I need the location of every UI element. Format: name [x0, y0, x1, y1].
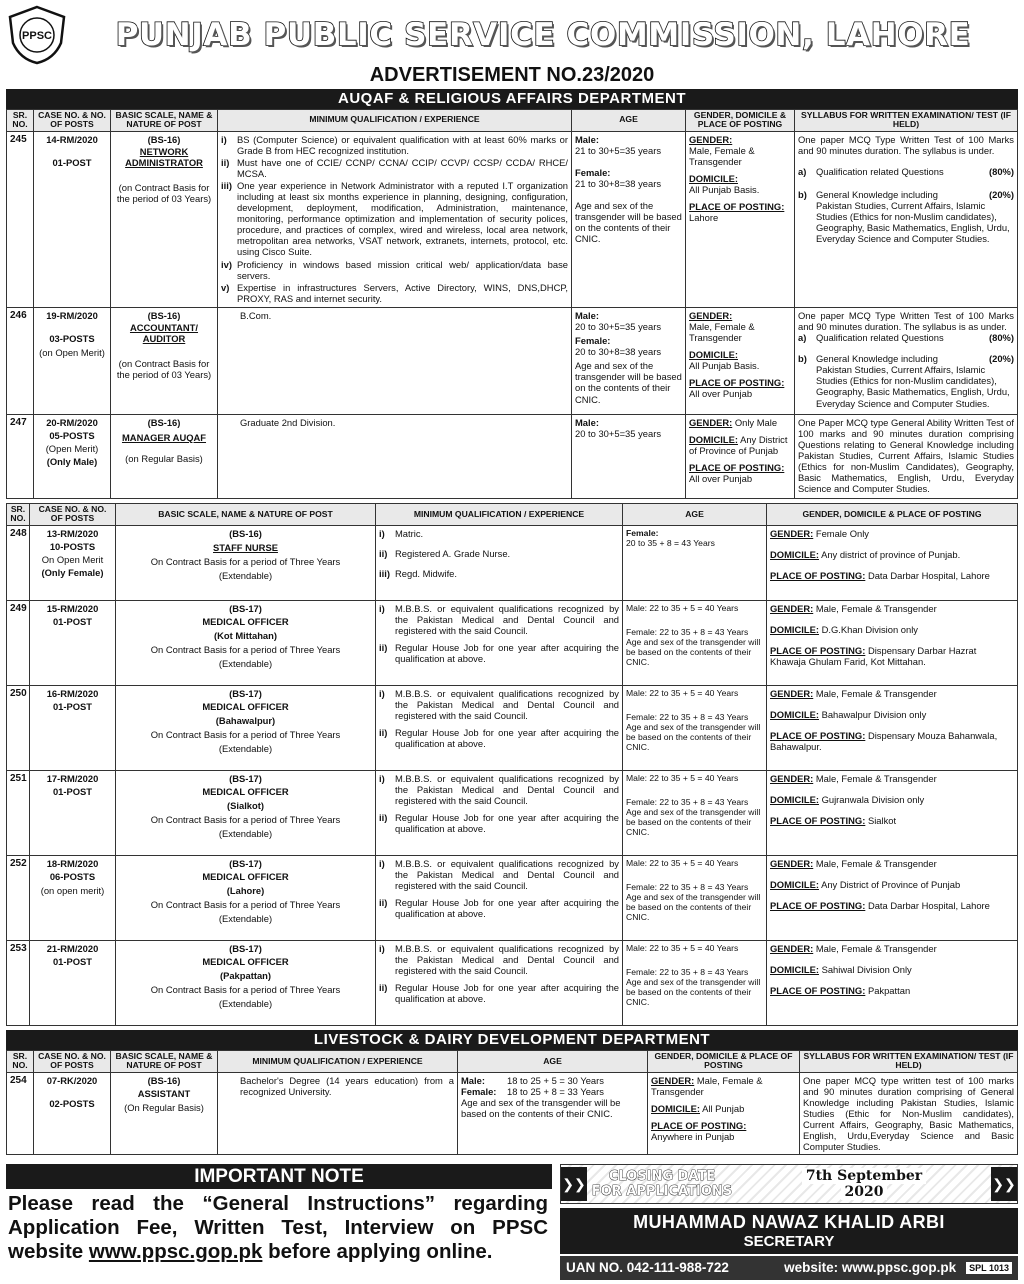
row-gender: GENDER: Male, Female & Transgender DOMICILE: D.G.Khan Division only PLACE OF POSTING: Dispensary Darbar Hazrat Khawaja Ghulam Farid, Kot Mittahan.: [767, 600, 1018, 685]
closing-date-label: CLOSING DATE FOR APPLICATIONS: [591, 1169, 733, 1199]
chevron-arrows-icon: ❯❯: [561, 1167, 587, 1201]
row-age: Male: 22 to 35 + 5 = 40 Years Female: 22 to 35 + 8 = 43 Years Age and sex of the transgender will be based on the contents of their CNIC.: [623, 685, 767, 770]
row-case: [34, 131, 111, 307]
col-sr: SR. NO.: [7, 1050, 34, 1072]
col-post: BASIC SCALE, NAME & NATURE OF POST: [111, 109, 218, 131]
header: [6, 4, 1018, 66]
row-age: Male: 22 to 35 + 5 = 40 Years Female: 22 to 35 + 8 = 43 Years Age and sex of the transgender will be based on the contents of their CNIC.: [623, 940, 767, 1025]
row-syllabus: One Paper MCQ type General Ability Written Test of 100 marks and 90 minutes duration comprising Questions relating to General Knowledge including Pakistan Studies, Current Affairs, Islamic Studies (Ethics for non-Muslim Candidates), Geography, Basic Mathematics, English, Urdu, Everyday Science and Computer Studies.: [795, 414, 1018, 498]
table-row: [7, 1072, 1018, 1155]
qualification-item: v) Expertise in infrastructures Servers, Active Directory, WINS, DNS,DHCP, PROXY, RAS and internet security.: [221, 281, 568, 304]
row-qualification: i) M.B.B.S. or equivalent qualifications recognized by the Pakistan Medical and Dental Council and registered with the said Council. ii) Regular House Job for one year after acquiring the qualification at above.: [376, 940, 623, 1025]
col-case: CASE NO. & NO. OF POSTS: [34, 109, 111, 131]
row-gender: GENDER: Female Only DOMICILE: Any district of province of Punjab. PLACE OF POSTING: Data Darbar Hospital, Lahore: [767, 525, 1018, 600]
advertisement-number: ADVERTISEMENT NO.23/2020: [369, 64, 655, 86]
table-row: [7, 770, 1018, 855]
row-age: Female: 20 to 35 + 8 = 43 Years: [623, 525, 767, 600]
table-row: [7, 414, 1018, 498]
table-row: [7, 525, 1018, 600]
row-qualification: i) M.B.B.S. or equivalent qualifications recognized by the Pakistan Medical and Dental Council and registered with the said Council. ii) Regular House Job for one year after acquiring the qualification at above.: [376, 600, 623, 685]
post-nature: (on Contract Basis for the period of 03 Years): [116, 181, 212, 204]
table-row: [7, 940, 1018, 1025]
row-post: [111, 131, 218, 307]
auqaf-table: [6, 109, 1018, 499]
table-row: [7, 685, 1018, 770]
qualification-item: iii) One year experience in Network Administrator with a reputed I.T organization including at least six months experience in planning, designing, configuration, development, deployment, modification, Administration, maintenance, monitoring, performance optimization and implementation of security polices, procedure, and practices of complex, wired and wireless, local area network, metropolitan area networks, VSAT network, extranets, internets, protocol, etc. using Cisco Suite.: [221, 179, 568, 258]
uan-number: UAN NO. 042-111-988-722: [566, 1259, 729, 1275]
qualification-item: i) BS (Computer Science) or equivalent qualification with at least 60% marks or Grade B from HEC recognized institution.: [221, 133, 568, 156]
col-syllabus: SYLLABUS FOR WRITTEN EXAMINATION/ TEST (IF HELD): [795, 109, 1018, 131]
row-age: Male: 22 to 35 + 5 = 40 Years Female: 22 to 35 + 8 = 43 Years Age and sex of the transgender will be based on the contents of their CNIC.: [623, 770, 767, 855]
row-age: Male: 18 to 25 + 5 = 30 Years Female: 18 to 25 + 8 = 33 Years Age and sex of the transgender will be based on the contents of their CNIC.: [458, 1072, 648, 1155]
website-link[interactable]: www.ppsc.gop.pk: [88, 1240, 263, 1263]
col-gender: GENDER, DOMICILE & PLACE OF POSTING: [767, 503, 1018, 525]
spl-code: SPL 1013: [966, 1262, 1012, 1275]
row-sr: 253: [7, 940, 30, 1025]
row-post: (BS-16) STAFF NURSE On Contract Basis for a period of Three Years (Extendable): [116, 525, 376, 600]
secretary-block: [560, 1208, 1018, 1254]
row-gender: GENDER: Male, Female & Transgender DOMICILE: All Punjab Basis. PLACE OF POSTING: Lahore: [686, 131, 795, 307]
row-case: 07-RK/2020 02-POSTS: [34, 1072, 111, 1155]
post-count: 01-POST: [52, 156, 92, 168]
row-gender: GENDER: Male, Female & Transgender DOMICILE: Sahiwal Division Only PLACE OF POSTING: Pakpattan: [767, 940, 1018, 1025]
closing-date-value: 7th September 2020: [737, 1168, 991, 1200]
row-gender: GENDER: Male, Female & Transgender DOMICILE: Any District of Province of Punjab PLACE OF POSTING: Data Darbar Hospital, Lahore: [767, 855, 1018, 940]
row-sr: 252: [7, 855, 30, 940]
medical-officer-rows: [7, 600, 1018, 1025]
qualification-item: ii) Must have one of CCIE/ CCNP/ CCNA/ CCIP/ CCVP/ CCSP/ CCDA/ RHCE/ MCSA.: [221, 156, 568, 179]
row-case: 18-RM/2020 06-POSTS (on open merit): [30, 855, 116, 940]
important-note-title: IMPORTANT NOTE: [6, 1164, 552, 1189]
row-case: 16-RM/2020 01-POST: [30, 685, 116, 770]
department-title-livestock: LIVESTOCK & DAIRY DEVELOPMENT DEPARTMENT: [6, 1030, 1018, 1050]
col-sr: SR. NO.: [7, 503, 30, 525]
post-scale: (BS-16): [147, 133, 181, 145]
page-title: PUNJAB PUBLIC SERVICE COMMISSION, LAHORE: [115, 16, 971, 53]
row-post: (BS-17) MEDICAL OFFICER (Lahore) On Contract Basis for a period of Three Years (Extendable): [116, 855, 376, 940]
secretary-name: MUHAMMAD NAWAZ KHALID ARBI: [633, 1212, 945, 1232]
row-case: 13-RM/2020 10-POSTS On Open Merit (Only Female): [30, 525, 116, 600]
row-sr: 246: [7, 307, 34, 414]
table-header-row: [7, 109, 1018, 131]
col-syllabus: SYLLABUS FOR WRITTEN EXAMINATION/ TEST (IF HELD): [800, 1050, 1018, 1072]
col-case: CASE NO. & NO. OF POSTS: [34, 1050, 111, 1072]
row-age: Male: 20 to 30+5=35 years: [572, 414, 686, 498]
logo-text: PPSC: [22, 30, 52, 42]
row-case: 17-RM/2020 01-POST: [30, 770, 116, 855]
row-syllabus: One paper MCQ type written test of 100 marks and 90 minutes duration comprising of General Knowledge including Pakistan Studies, Islamic Studies (Ethic for Non-Muslim candidates), Current Affairs, Geography, Basic Mathematics, English, Urdu,Everyday Science and Basic Computer Studies.: [800, 1072, 1018, 1155]
col-qualification: MINIMUM QUALIFICATION / EXPERIENCE: [218, 109, 572, 131]
col-sr: SR. NO.: [7, 109, 34, 131]
website-text[interactable]: website: www.ppsc.gop.pk: [784, 1259, 957, 1275]
row-gender: GENDER: Male, Female & Transgender DOMICILE: Bahawalpur Division only PLACE OF POSTING: Dispensary Mouza Bahanwala, Bahawalpur.: [767, 685, 1018, 770]
row-sr: 250: [7, 685, 30, 770]
row-case: 19-RM/2020 03-POSTS (on Open Merit): [34, 307, 111, 414]
chevron-arrows-icon: ❯❯: [991, 1167, 1017, 1201]
row-case: 15-RM/2020 01-POST: [30, 600, 116, 685]
row-age: Male: 20 to 30+5=35 years Female: 20 to 30+8=38 years Age and sex of the transgender will be based on the contents of their CNIC.: [572, 307, 686, 414]
row-post: (BS-17) MEDICAL OFFICER (Pakpattan) On Contract Basis for a period of Three Years (Extendable): [116, 940, 376, 1025]
contact-bar: [560, 1256, 1018, 1280]
col-gender: GENDER, DOMICILE & PLACE OF POSTING: [686, 109, 795, 131]
ppsc-logo-icon: [6, 5, 68, 65]
closing-panel: [560, 1164, 1018, 1280]
row-qualification: Bachelor's Degree (14 years education) from a recognized University.: [218, 1072, 458, 1155]
secretary-title: SECRETARY: [743, 1233, 835, 1251]
table-row: [7, 600, 1018, 685]
row-sr: 248: [7, 525, 30, 600]
row-gender: GENDER: Male, Female & Transgender DOMICILE: Gujranwala Division only PLACE OF POSTING: Sialkot: [767, 770, 1018, 855]
row-syllabus: One paper MCQ Type Written Test of 100 Marks and 90 minutes duration. The syllabus is as under. a) Qualification related Questions (80%) b) General Knowledge including (20%) Pakistan Studies, Current Affairs, Islamic Studies (Ethics for non-Muslim candidates), Geography, Basic Mathematics, English, Urdu, Everyday Science and Computer Studies.: [795, 307, 1018, 414]
col-qualification: MINIMUM QUALIFICATION / EXPERIENCE: [376, 503, 623, 525]
col-age: AGE: [458, 1050, 648, 1072]
row-case: 21-RM/2020 01-POST: [30, 940, 116, 1025]
row-sr: 254: [7, 1072, 34, 1155]
row-qualification: i) M.B.B.S. or equivalent qualifications recognized by the Pakistan Medical and Dental Council and registered with the said Council. ii) Regular House Job for one year after acquiring the qualification at above.: [376, 855, 623, 940]
col-qualification: MINIMUM QUALIFICATION / EXPERIENCE: [218, 1050, 458, 1072]
row-age: Male: 22 to 35 + 5 = 40 Years Female: 22 to 35 + 8 = 43 Years Age and sex of the transgender will be based on the contents of their CNIC.: [623, 600, 767, 685]
row-post: (BS-16) MANAGER AUQAF (on Regular Basis): [111, 414, 218, 498]
col-age: AGE: [572, 109, 686, 131]
row-post: (BS-16) ACCOUNTANT/ AUDITOR (on Contract Basis for the period of 03 Years): [111, 307, 218, 414]
closing-date-box: [560, 1164, 1018, 1204]
col-gender: GENDER, DOMICILE & PLACE OF POSTING: [648, 1050, 800, 1072]
important-note-body: Please read the “General Instructions” regarding Application Fee, Written Test, Interview on PPSC website www.ppsc.gop.pk before applying online.: [8, 1192, 548, 1263]
row-case: 20-RM/2020 05-POSTS (Open Merit) (Only Male): [34, 414, 111, 498]
row-qualification: [218, 131, 572, 307]
row-qualification: Graduate 2nd Division.: [218, 414, 572, 498]
table-header-row: [7, 503, 1018, 525]
table-row: [7, 307, 1018, 414]
row-sr: 249: [7, 600, 30, 685]
row-syllabus: One paper MCQ Type Written Test of 100 Marks and 90 minutes duration. The syllabus is under. a) Qualification related Questions (80%) b) General Knowledge including (20%) Pakistan Studies, Current Affairs, Islamic Studies (Ethics for non-Muslim candidates), Geography, Basic Mathematics, English, Urdu, Everyday Science and Computer Studies.: [795, 131, 1018, 307]
row-sr: 245: [7, 131, 34, 307]
row-post: (BS-16) ASSISTANT (On Regular Basis): [111, 1072, 218, 1155]
row-qualification: i) M.B.B.S. or equivalent qualifications recognized by the Pakistan Medical and Dental Council and registered with the said Council. ii) Regular House Job for one year after acquiring the qualification at above.: [376, 685, 623, 770]
col-age: AGE: [623, 503, 767, 525]
col-post: BASIC SCALE, NAME & NATURE OF POST: [116, 503, 376, 525]
row-qualification: B.Com.: [218, 307, 572, 414]
footer: [6, 1164, 1018, 1280]
table-header-row: [7, 1050, 1018, 1072]
row-gender: GENDER: Only Male DOMICILE: Any District of Province of Punjab PLACE OF POSTING: All over Punjab: [686, 414, 795, 498]
auqaf-medical-table: [6, 503, 1018, 1026]
col-case: CASE NO. & NO. OF POSTS: [30, 503, 116, 525]
case-no: 14-RM/2020: [46, 133, 98, 145]
post-title: NETWORK ADMINISTRATOR: [125, 145, 203, 168]
row-post: (BS-17) MEDICAL OFFICER (Bahawalpur) On Contract Basis for a period of Three Years (Extendable): [116, 685, 376, 770]
row-post: (BS-17) MEDICAL OFFICER (Sialkot) On Contract Basis for a period of Three Years (Extendable): [116, 770, 376, 855]
qualification-item: iv) Proficiency in windows based mission critical web/ application/data base servers.: [221, 258, 568, 281]
row-post: (BS-17) MEDICAL OFFICER (Kot Mittahan) On Contract Basis for a period of Three Years (Extendable): [116, 600, 376, 685]
row-sr: 247: [7, 414, 34, 498]
row-gender: GENDER: Male, Female & Transgender DOMICILE: All Punjab PLACE OF POSTING: Anywhere in Punjab: [648, 1072, 800, 1155]
col-post: BASIC SCALE, NAME & NATURE OF POST: [111, 1050, 218, 1072]
row-qualification: i) M.B.B.S. or equivalent qualifications recognized by the Pakistan Medical and Dental Council and registered with the said Council. ii) Regular House Job for one year after acquiring the qualification at above.: [376, 770, 623, 855]
table-row: [7, 131, 1018, 307]
table-row: [7, 855, 1018, 940]
livestock-table: [6, 1050, 1018, 1156]
row-gender: GENDER: Male, Female & Transgender DOMICILE: All Punjab Basis. PLACE OF POSTING: All over Punjab: [686, 307, 795, 414]
row-age: Male: 21 to 30+5=35 years Female: 21 to 30+8=38 years Age and sex of the transgender will be based on the contents of their CNIC.: [572, 131, 686, 307]
department-title: AUQAF & RELIGIOUS AFFAIRS DEPARTMENT: [6, 89, 1018, 109]
row-sr: 251: [7, 770, 30, 855]
important-note: [6, 1164, 552, 1280]
row-age: Male: 22 to 35 + 5 = 40 Years Female: 22 to 35 + 8 = 43 Years Age and sex of the transgender will be based on the contents of their CNIC.: [623, 855, 767, 940]
row-qualification: i) Matric. ii) Registered A. Grade Nurse. iii) Regd. Midwife.: [376, 525, 623, 600]
